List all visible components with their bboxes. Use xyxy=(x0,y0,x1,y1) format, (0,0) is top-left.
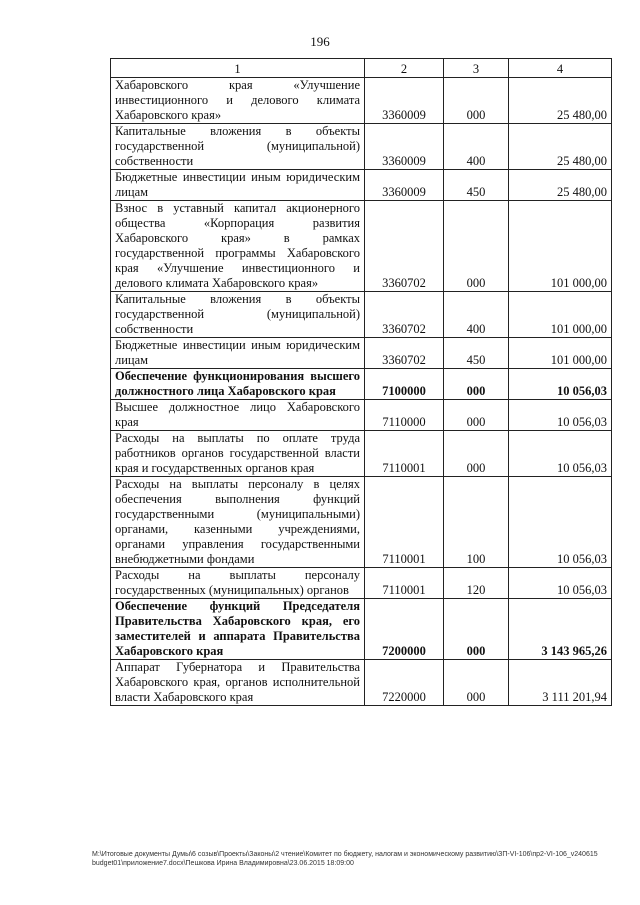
row-amount-cell: 101 000,00 xyxy=(509,201,612,292)
row-amount-cell: 10 056,03 xyxy=(509,400,612,431)
table-row xyxy=(111,400,612,431)
row-expense-type-cell: 000 xyxy=(444,660,509,706)
table-row xyxy=(111,369,612,400)
row-expense-type-cell: 400 xyxy=(444,124,509,170)
table-row xyxy=(111,292,612,338)
row-name-cell: Капитальные вложения в объекты государственной (муниципальной) собственности xyxy=(111,124,365,170)
column-header-expense-type: 3 xyxy=(444,59,509,78)
table-row xyxy=(111,599,612,660)
row-amount-cell: 101 000,00 xyxy=(509,338,612,369)
row-code-cell: 7200000 xyxy=(365,599,444,660)
row-amount-cell: 10 056,03 xyxy=(509,369,612,400)
table-row xyxy=(111,170,612,201)
row-code-cell: 7110001 xyxy=(365,568,444,599)
row-name-cell: Обеспечение функций Председателя Правительства Хабаровского края, его заместителей и аппарата Правительства Хабаровского края xyxy=(111,599,365,660)
row-name-cell: Капитальные вложения в объекты государственной (муниципальной) собственности xyxy=(111,292,365,338)
row-expense-type-cell: 120 xyxy=(444,568,509,599)
row-name-cell: Высшее должностное лицо Хабаровского края xyxy=(111,400,365,431)
row-name-cell: Взнос в уставный капитал акционерного общества «Корпорация развития Хабаровского края» в рамках государственной программы Хабаровского края «Улучшение инвестиционного и делового климата Хабаровского края» xyxy=(111,201,365,292)
table-body xyxy=(111,78,612,706)
row-name-cell: Расходы на выплаты по оплате труда работников органов государственной власти края и государственных органов края xyxy=(111,431,365,477)
row-name-cell: Расходы на выплаты персоналу государственных (муниципальных) органов xyxy=(111,568,365,599)
row-code-cell: 7110000 xyxy=(365,400,444,431)
row-code-cell: 3360702 xyxy=(365,338,444,369)
row-amount-cell: 10 056,03 xyxy=(509,568,612,599)
column-header-name: 1 xyxy=(111,59,365,78)
table-row xyxy=(111,568,612,599)
row-amount-cell: 10 056,03 xyxy=(509,431,612,477)
row-expense-type-cell: 450 xyxy=(444,170,509,201)
row-amount-cell: 3 111 201,94 xyxy=(509,660,612,706)
table-row xyxy=(111,124,612,170)
column-header-amount: 4 xyxy=(509,59,612,78)
row-name-cell: Бюджетные инвестиции иным юридическим лицам xyxy=(111,170,365,201)
row-code-cell: 7110001 xyxy=(365,477,444,568)
row-code-cell: 7220000 xyxy=(365,660,444,706)
row-code-cell: 3360702 xyxy=(365,201,444,292)
table-header-row xyxy=(111,59,612,78)
row-expense-type-cell: 100 xyxy=(444,477,509,568)
row-code-cell: 3360009 xyxy=(365,78,444,124)
table-row xyxy=(111,431,612,477)
row-name-cell: Обеспечение функционирования высшего должностного лица Хабаровского края xyxy=(111,369,365,400)
row-amount-cell: 3 143 965,26 xyxy=(509,599,612,660)
row-expense-type-cell: 000 xyxy=(444,78,509,124)
row-code-cell: 3360009 xyxy=(365,170,444,201)
row-expense-type-cell: 000 xyxy=(444,431,509,477)
row-amount-cell: 25 480,00 xyxy=(509,124,612,170)
page-number: 196 xyxy=(310,34,330,49)
row-name-cell: Расходы на выплаты персоналу в целях обеспечения выполнения функций государственными (муниципальными) органами, казенными учреждениями, органами управления государственными внебюджетными фондами xyxy=(111,477,365,568)
column-header-code: 2 xyxy=(365,59,444,78)
row-expense-type-cell: 000 xyxy=(444,369,509,400)
row-name-cell: Аппарат Губернатора и Правительства Хабаровского края, органов исполнительной власти Хабаровского края xyxy=(111,660,365,706)
row-code-cell: 7110001 xyxy=(365,431,444,477)
row-code-cell: 7100000 xyxy=(365,369,444,400)
row-code-cell: 3360702 xyxy=(365,292,444,338)
row-amount-cell: 101 000,00 xyxy=(509,292,612,338)
file-path-footer: М:\Итоговые документы Думы\6 созыв\Проекты\Законы\2 чтение\Комитет по бюджету, налогам и экономическому развитию\ЗП-VI-106\пр2-VI-106_v240615 budget01\приложение7.docx\Пешкова Ирина Владимировна\23.06.2015 18:09:00 xyxy=(92,851,598,867)
row-expense-type-cell: 000 xyxy=(444,599,509,660)
row-code-cell: 3360009 xyxy=(365,124,444,170)
table-row xyxy=(111,201,612,292)
row-amount-cell: 10 056,03 xyxy=(509,477,612,568)
row-amount-cell: 25 480,00 xyxy=(509,170,612,201)
row-expense-type-cell: 450 xyxy=(444,338,509,369)
budget-table xyxy=(110,58,612,706)
row-name-cell: Бюджетные инвестиции иным юридическим лицам xyxy=(111,338,365,369)
row-name-cell: Хабаровского края «Улучшение инвестиционного и делового климата Хабаровского края» xyxy=(111,78,365,124)
table-row xyxy=(111,78,612,124)
row-expense-type-cell: 000 xyxy=(444,201,509,292)
row-amount-cell: 25 480,00 xyxy=(509,78,612,124)
row-expense-type-cell: 400 xyxy=(444,292,509,338)
row-expense-type-cell: 000 xyxy=(444,400,509,431)
table-row xyxy=(111,477,612,568)
table-row xyxy=(111,660,612,706)
table-row xyxy=(111,338,612,369)
